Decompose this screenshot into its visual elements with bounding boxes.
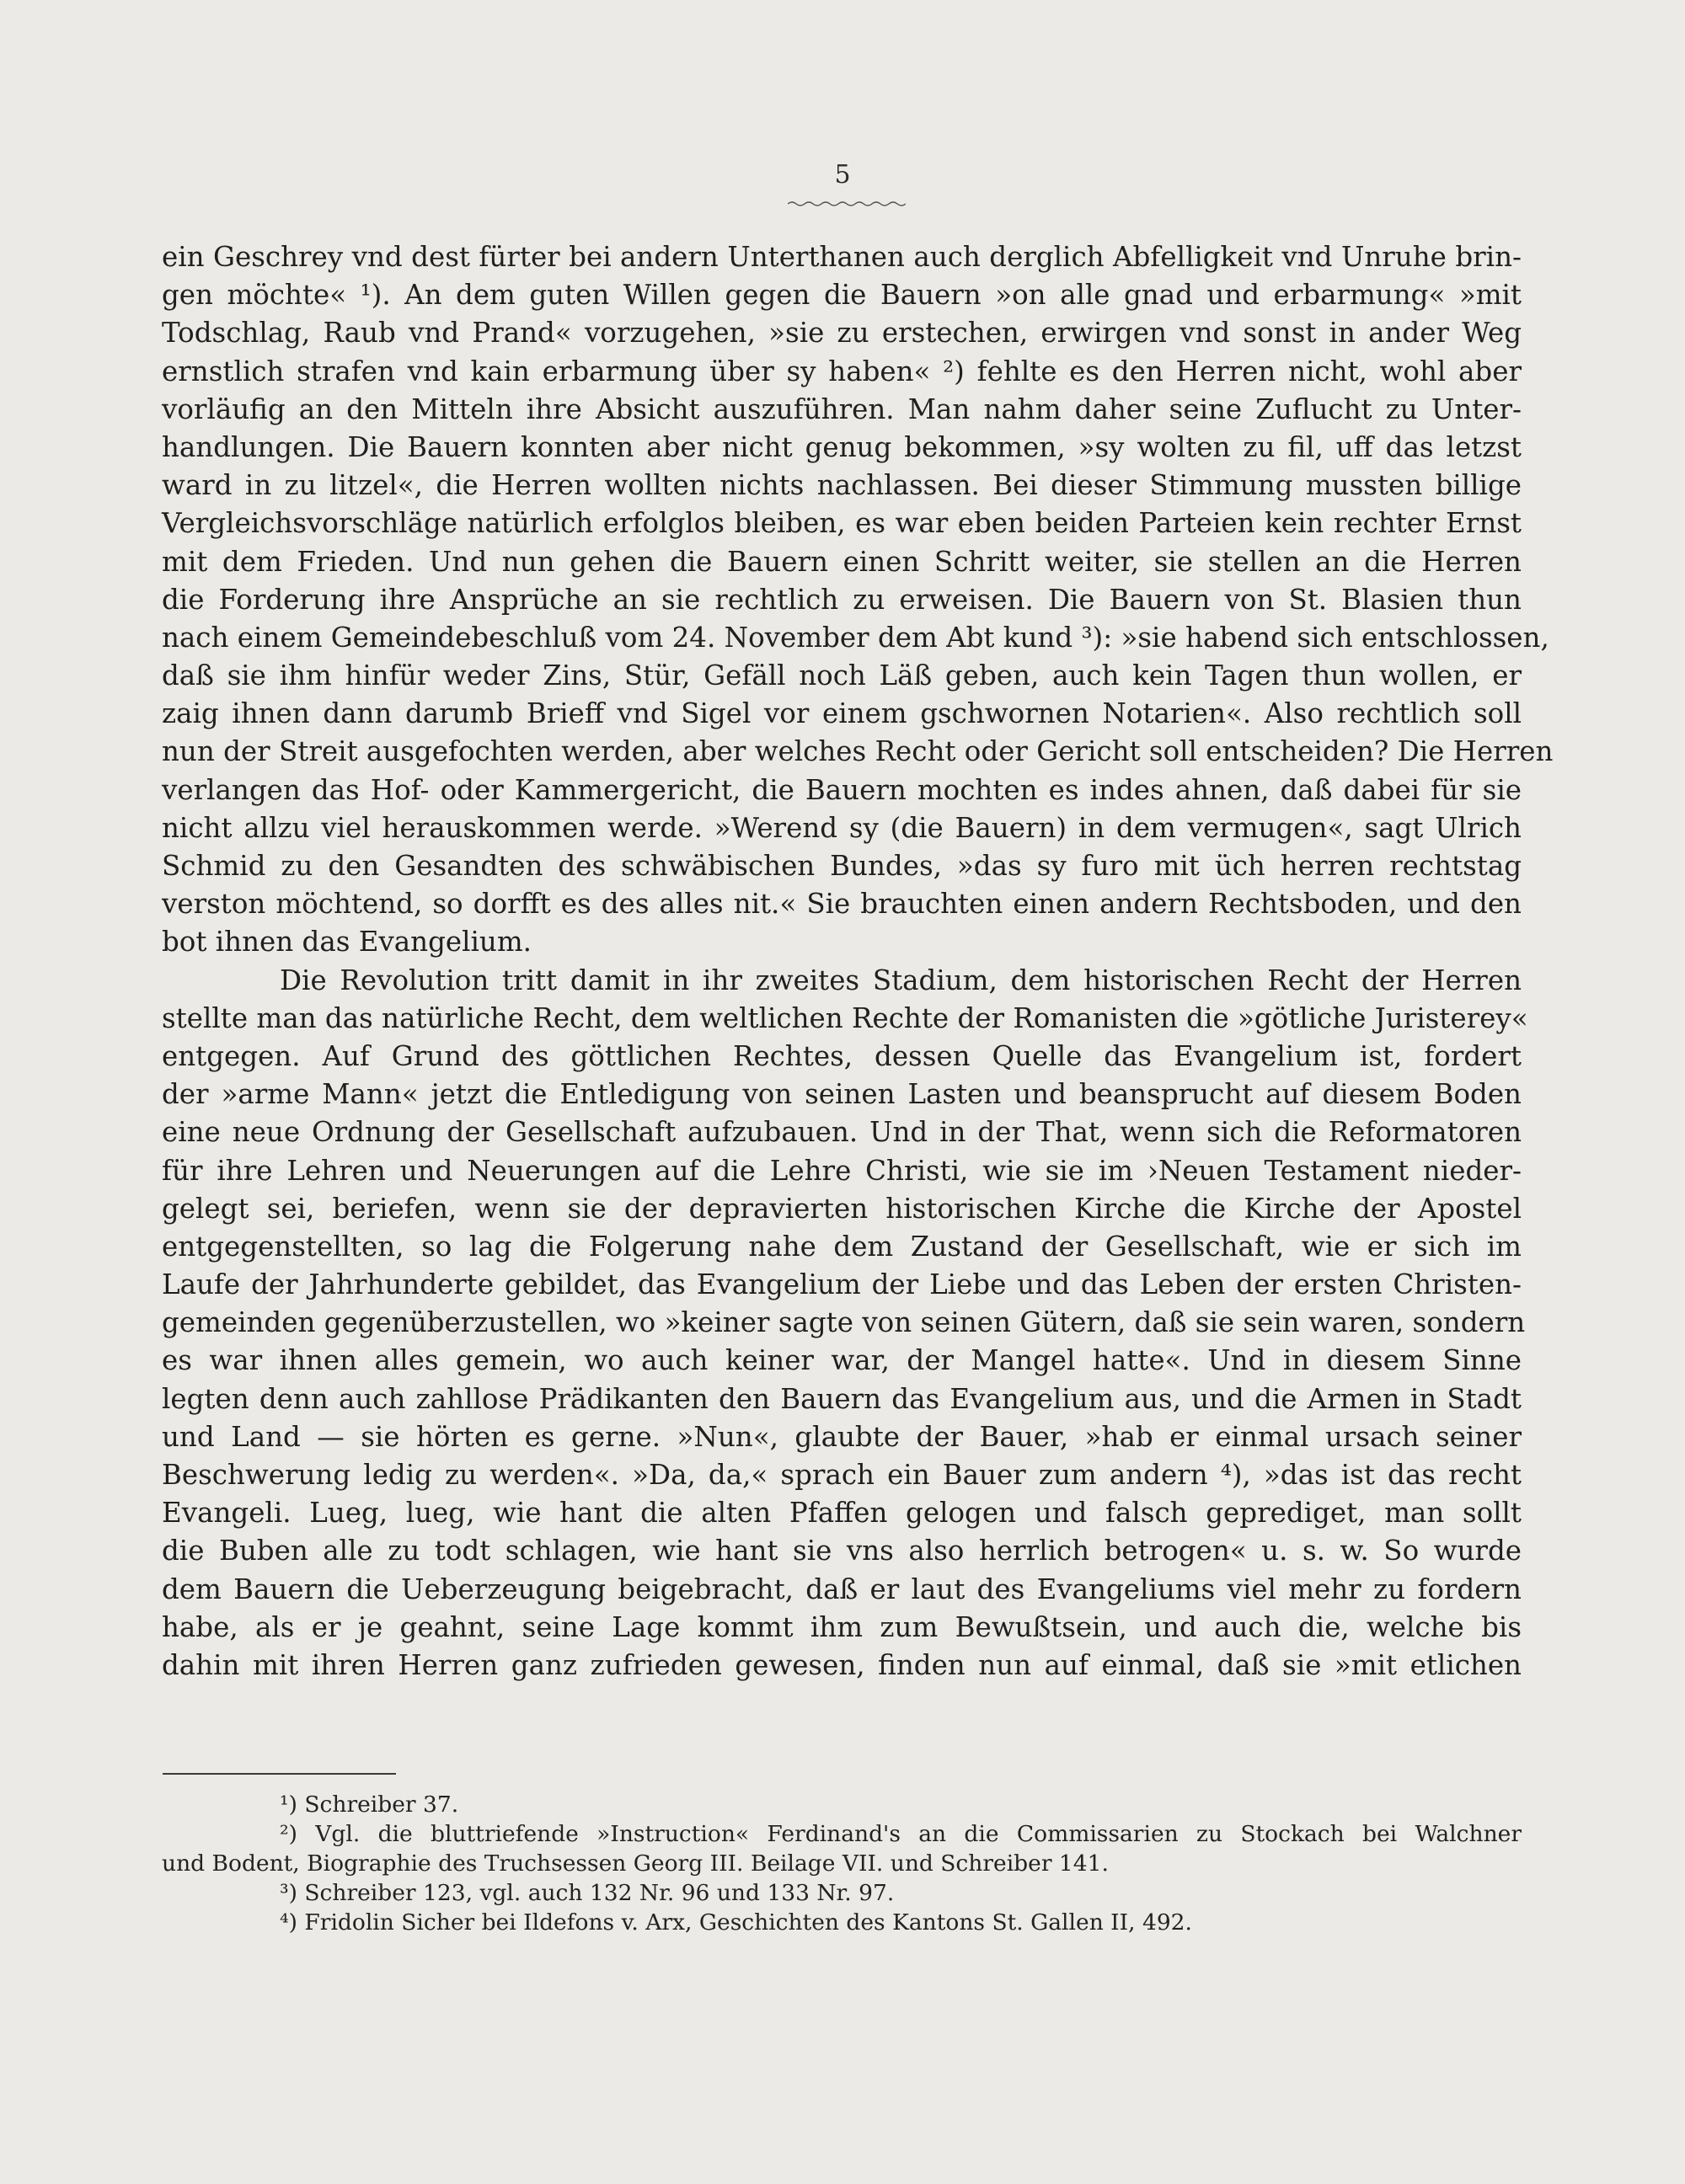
text-line: entgegen. Auf Grund des göttlichen Rechtes, dessen Quelle das Evangelium ist, fordert — [162, 1039, 1522, 1072]
paragraph-start-line: Die Revolution tritt damit in ihr zweites Stadium, dem historischen Recht der Herren — [280, 964, 1522, 996]
text-line: gemeinden gegenüberzustellen, wo »keiner sagte von seinen Gütern, daß sie sein waren, sondern — [162, 1306, 1526, 1339]
text-line: verston möchtend, so dorfft es des alles nit.« Sie brauchten einen andern Rechtsboden, und den — [162, 888, 1522, 921]
text-line: gen möchte« ¹). An dem guten Willen gegen die Bauern »on alle gnad und erbarmung« »mit — [162, 279, 1522, 312]
text-line: Evangeli. Lueg, lueg, wie hant die alten Pfaffen gelogen und falsch geprediget, man sollt — [162, 1497, 1522, 1530]
text-line: handlungen. Die Bauern konnten aber nicht genug bekommen, »sy wolten zu fil, uff das letzst — [162, 430, 1522, 463]
text-line: mit dem Frieden. Und nun gehen die Bauern einen Schritt weiter, sie stellen an die Herren — [162, 545, 1522, 578]
text-line: Todschlag, Raub vnd Prand« vorzugehen, »sie zu erstechen, erwirgen vnd sonst in ander Weg — [162, 317, 1522, 350]
text-line: legten denn auch zahllose Prädikanten den Bauern das Evangelium aus, und die Armen in Stadt — [162, 1382, 1522, 1415]
footnote-1: ¹) Schreiber 37. — [280, 1792, 459, 1818]
text-line: entgegenstellten, so lag die Folgerung nahe dem Zustand der Gesellschaft, wie er sich im — [162, 1230, 1522, 1263]
text-line: der »arme Mann« jetzt die Entledigung von seinen Lasten und beansprucht auf diesem Boden — [162, 1078, 1522, 1111]
text-line: verlangen das Hof- oder Kammergericht, die Bauern mochten es indes ahnen, daß dabei für sie — [162, 773, 1522, 806]
text-line: für ihre Lehren und Neuerungen auf die Lehre Christi, wie sie im ›Neuen Testament nieder- — [162, 1154, 1522, 1187]
text-line: Beschwerung ledig zu werden«. »Da, da,« sprach ein Bauer zum andern ⁴), »das ist das recht — [162, 1459, 1522, 1491]
text-line: ernstlich strafen vnd kain erbarmung über sy haben« ²) fehlte es den Herren nicht, wohl aber — [162, 355, 1522, 387]
text-line: zaig ihnen dann darumb Brieff vnd Sigel vor einem gschwornen Notarien«. Also rechtlich soll — [162, 697, 1522, 730]
page-number: 5 — [834, 160, 851, 190]
text-line: gelegt sei, beriefen, wenn sie der depravierten historischen Kirche die Kirche der Apostel — [162, 1192, 1522, 1225]
text-line: ein Geschrey vnd dest fürter bei andern Unterthanen auch derglich Abfelligkeit vnd Unruhe brin- — [162, 241, 1522, 273]
text-line: habe, als er je geahnt, seine Lage kommt ihm zum Bewußtsein, und auch die, welche bis — [162, 1610, 1522, 1643]
main-text-block — [162, 238, 1554, 1685]
wavy-rule-ornament — [788, 200, 906, 207]
text-line: nun der Streit ausgefochten werden, aber welches Recht oder Gericht soll entscheiden? Die Herren — [162, 735, 1554, 768]
text-line: bot ihnen das Evangelium. — [162, 926, 532, 959]
text-line: eine neue Ordnung der Gesellschaft aufzubauen. Und in der That, wenn sich die Reformatoren — [162, 1116, 1522, 1149]
text-line: vorläufig an den Mitteln ihre Absicht auszuführen. Man nahm daher seine Zuflucht zu Unter- — [162, 392, 1522, 425]
footnote-2: ²) Vgl. die bluttriefende »Instruction« Ferdinand's an die Commissarien zu Stockach bei Walchner — [280, 1821, 1522, 1847]
text-line: nicht allzu viel herauskommen werde. »Werend sy (die Bauern) in dem vermugen«, sagt Ulrich — [162, 811, 1522, 844]
text-line: stellte man das natürliche Recht, dem weltlichen Rechte der Romanisten die »götliche Juristerey« — [162, 1001, 1528, 1034]
text-line: Schmid zu den Gesandten des schwäbischen Bundes, »das sy furo mit üch herren rechtstag — [162, 850, 1522, 882]
text-line: dem Bauern die Ueberzeugung beigebracht, daß er laut des Evangeliums viel mehr zu fordern — [162, 1573, 1522, 1605]
footnote-divider — [163, 1773, 396, 1775]
footnotes-block — [162, 1791, 1522, 1938]
text-line: es war ihnen alles gemein, wo auch keiner war, der Mangel hatte«. Und in diesem Sinne — [162, 1344, 1522, 1377]
footnote-4: ⁴) Fridolin Sicher bei Ildefons v. Arx, Geschichten des Kantons St. Gallen II, 492. — [280, 1909, 1192, 1936]
text-line: die Forderung ihre Ansprüche an sie rechtlich zu erweisen. Die Bauern von St. Blasien thun — [162, 583, 1522, 616]
text-line: ward in zu litzel«, die Herren wollten nichts nachlassen. Bei dieser Stimmung mussten billige — [162, 469, 1522, 502]
text-line: dahin mit ihren Herren ganz zufrieden gewesen, finden nun auf einmal, daß sie »mit etlichen — [162, 1648, 1522, 1681]
text-line: und Land — sie hörten es gerne. »Nun«, glaubte der Bauer, »hab er einmal ursach seiner — [162, 1420, 1522, 1453]
text-line: nach einem Gemeindebeschluß vom 24. November dem Abt kund ³): »sie habend sich entschlossen, — [162, 621, 1549, 654]
footnote-3: ³) Schreiber 123, vgl. auch 132 Nr. 96 und 133 Nr. 97. — [280, 1880, 895, 1906]
footnote-2-continuation: und Bodent, Biographie des Truchsessen Georg III. Beilage VII. und Schreiber 141. — [162, 1850, 1109, 1877]
text-line: daß sie ihm hinfür weder Zins, Stür, Gefäll noch Läß geben, auch kein Tagen thun wollen, er — [162, 659, 1522, 692]
text-line: Vergleichsvorschläge natürlich erfolglos bleiben, es war eben beiden Parteien kein rechter Ernst — [162, 507, 1522, 540]
text-line: die Buben alle zu todt schlagen, wie hant sie vns also herrlich betrogen« u. s. w. So wurde — [162, 1535, 1522, 1567]
text-line: Laufe der Jahrhunderte gebildet, das Evangelium der Liebe und das Leben der ersten Christen- — [162, 1268, 1522, 1301]
